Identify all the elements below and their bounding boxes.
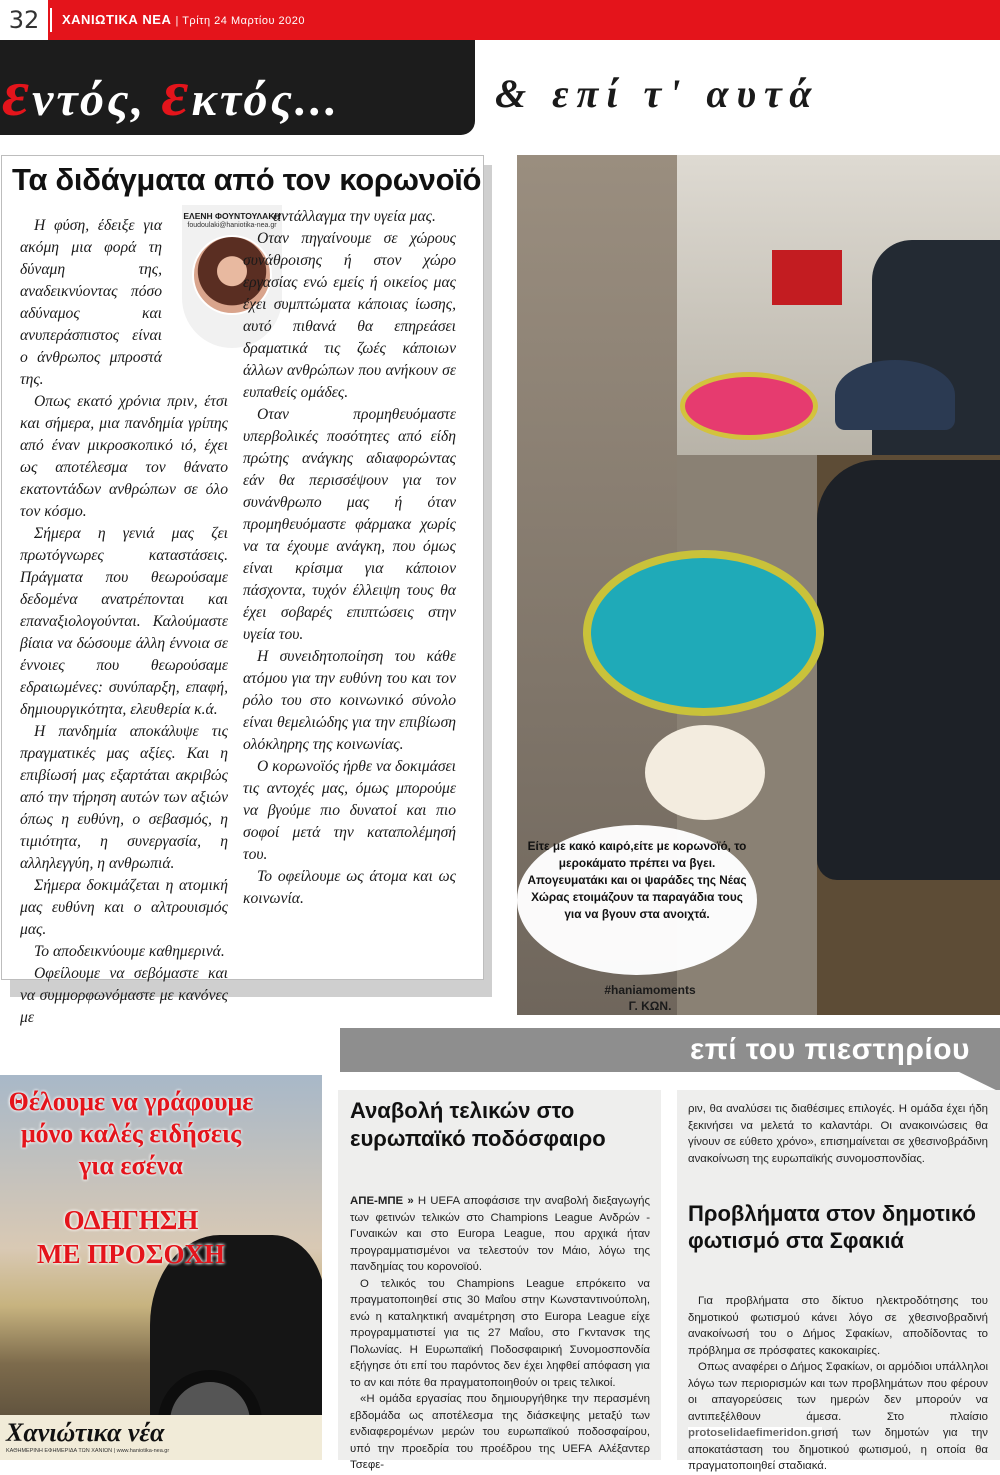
photo-plate [645,725,765,820]
photo-author: Γ. ΚΩΝ. [628,999,672,1013]
paragraph: Η συνειδητοποίηση του κάθε ατόμου για την ευθύνη του και τον ρόλο του στο κοινωνικό σύνολο είναι θεμελιώδης για την επιβίωση ολόκληρης της κοινωνίας. [243,648,456,753]
section-initial-1: ε [2,57,33,130]
paragraph [688,1359,988,1475]
ad-headline-2: μόνο καλές ειδήσεις [20,1119,242,1148]
paper-name: ΧΑΝΙΩΤΙΚΑ ΝΕΑ [62,12,172,27]
paragraph-text: Οπως αναφέρει ο Δήμος Σφακίων, οι αρμόδιοι υπάλληλοι λόγω των περιορισμών και των προβλημάτων που φέρουν οι απαγορεύσεις των ημερών δεν μπορούν να αντιπεξέλθουν άμεσα. Στο πλαίσιο [688,1361,988,1423]
article-column-2 [243,206,456,910]
header-divider [50,8,52,32]
section-title-main [2,56,340,132]
section-word-2: κτός... [191,73,340,126]
section-initial-2: ε [161,57,192,130]
watermark: protoselidaefimeridon.gr [688,1427,823,1439]
press-section-arrow [955,1070,1000,1092]
football-article-continuation [688,1101,988,1167]
paragraph [350,1193,650,1276]
paragraph: Σήμερα δοκιμάζεται η ατομική μας ευθύνη και ο αλτρουισμός μας. [20,877,228,938]
ad-slogan-2: ΜΕ ΠΡΟΣΟΧΗ [37,1239,225,1269]
paragraph: Οφείλουμε να σεβόμαστε και να συμμορφωνόμαστε με κανόνες με [20,965,228,1026]
photo-fisherman-2 [817,460,1000,880]
section-word-1: ντός, [32,73,162,126]
paragraph: Οταν πηγαίνουμε σε χώρους συνάθροισης ή στον χώρο εργασίας ενώ εμείς ή οικείος μας έχει συμπτώματα κάποιας ίωσης, αυτό πιθανά θα επηρεάσει δραματικά τις ζωές κάποιων άλλων ανθρώπων που ανήκουν σε ευπαθείς ομάδες. [243,230,456,401]
author-name: ΕΛΕΝΗ ΦΟΥΝΤΟΥΛΑΚΗ [183,211,281,221]
photo-cap [835,360,955,430]
sfakia-article-body [688,1293,988,1475]
ad-headline-1: Θέλουμε να γράφουμε [8,1087,254,1116]
photo-pink-bowl [680,372,818,440]
issue-date: | Τρίτη 24 Μαρτίου 2020 [175,15,306,27]
paragraph-text: Η UEFA αποφάσισε την αναβολή διεξαγωγής των φετινών τελικών στο Champions League Ανδρών - Γυναικών και στο Europa League, που αρχικά ήταν προγραμματισμένοι να τελεστούν τον Μάιο, λόγω της πανδημίας του κορονοϊού. [350,1195,650,1273]
safe-driving-ad [0,1075,322,1460]
ad-slogan-1: ΟΔΗΓΗΣΗ [63,1205,199,1235]
football-article-body [350,1193,650,1474]
ad-brand-subline: ΚΑΘΗΜΕΡΙΝΗ ΕΦΗΜΕΡΙΔΑ ΤΩΝ ΧΑΝΙΩΝ | www.haniotika-nea.gr [6,1448,170,1454]
paragraph: ριν, θα αναλύσει τις διαθέσιμες επιλογές. Η ομάδα έχει ήδη ξεκινήσει να μελετά το καλαντάρι. Οι ανακοινώσεις θα γίνουν σε εύθετο χρόνο», επισημαίνεται σε χθεσινοβράδινη ανακοίνωση της ευρωπαϊκής συνομοσπονδίας. [688,1103,988,1165]
paragraph: Οπως εκατό χρόνια πριν, έτσι και σήμερα, μια πανδημία γρίπης από έναν μικροσκοπικό ιό, έχει ως αποτέλεσμα τον θάνατο εκατοντάδων ανθρώπων σε όλο τον κόσμο. [20,393,228,520]
paragraph-text: ισή των δημοτών για την αποκατάσταση του δημοτικού φωτισμού, η οποία θα πραγματοποιηθεί σταδιακά. [688,1427,988,1472]
paragraph: Ο κορωνοϊός ήρθε να δοκιμάσει τις αντοχές μας, όμως μπορούμε να βγούμε πιο δυνατοί και πιο σοφοί μετά την καταπολέμησή του. [243,758,456,863]
paragraph: Το αποδεικνύουμε καθημερινά. [34,943,225,960]
press-section-title: επί του πιεστηρίου [689,1033,970,1066]
photo-credit [560,982,740,1014]
ad-brand-logo: Χανιώτικα νέα [6,1418,165,1447]
ad-headline-3: για εσένα [79,1151,183,1180]
news-agency-label: ΑΠΕ-ΜΠΕ » [350,1195,414,1207]
page-number: 32 [0,0,48,40]
paragraph: αντάλλαγμα την υγεία μας. [273,208,436,225]
paragraph: Οταν προμηθευόμαστε υπερβολικές ποσότητες από είδη πρώτης ανάγκης αδιαφορώντας εάν θα περισσέψουν για τον συνάνθρωπο μας ή όταν προμηθευόμαστε φάρμακα χωρίς να τα έχουμε ανάγκη, που όμως είναι κρίσιμα για κάποιον πάσχοντα, τυχόν έλλειψη τους θα έχει σοβαρές επιπτώσεις στην υγεία του. [243,406,456,643]
section-title-sub: & επί τ' αυτά [495,71,820,116]
paragraph: Η πανδημία αποκάλυψε τις πραγματικές μας αξίες. Και η επιβίωσή μας εξαρτάται ακριβώς από την τήρηση αυτών των αξιών όπως η ευθύνη, ο σεβασμός, η τιμιότητα, η συνεργασία, η αλληλεγγύη, η ανθρωπιά. [20,723,228,872]
paragraph: Για προβλήματα στο δίκτυο ηλεκτροδότησης του δημοτικού φωτισμού κάνει λόγο σε χθεσινοβραδινή ανακοίνωσή του ο Δήμος Σφακίων, αποδίδοντας το πρόβλημα σε πρόσφατες κακοκαιρίες. [688,1295,988,1357]
photo-crate [772,250,842,305]
photo-hashtag: #haniamoments [604,983,696,997]
article-title: Τα διδάγματα από τον κορωνοϊό [12,162,482,197]
paragraph: «Η ομάδα εργασίας που δημιουργήθηκε την περασμένη εβδομάδα ως αποτέλεσμα της διάσκεψης μεταξύ των ενδιαφερομένων μερών του ευρωπαϊκού ποδοσφαίρου, υπό την προεδρία του προέδρου της UEFA Αλέξαντερ Τσεφε- [350,1393,650,1471]
sfakia-article-title: Προβλήματα στον δημοτικό φωτισμό στα Σφακιά [688,1201,976,1253]
football-article-title: Αναβολή τελικών στο ευρωπαϊκό ποδόσφαιρο [350,1098,606,1151]
photo-caption: Είτε με κακό καιρό,είτε με κορωνοϊό, το μεροκάματο πρέπει να βγει. Απογευματάκι και οι ψαράδες της Νέας Χώρας ετοιμάζουν τα παραγάδια τους για να βγουν στα ανοιχτά. [527,839,747,921]
article-column-1 [20,215,228,1029]
author-email: foudoulaki@haniotika-nea.gr [187,222,277,229]
paragraph: Η φύση, έδειξε για ακόμη μια φορά τη δύναμη της, αναδεικνύοντας πόσο αδύναμος και ανυπεράσπιστος είναι ο άνθρωπος μπροστά της. [20,217,162,388]
photo-blue-bowl [583,550,824,716]
paragraph: Σήμερα η γενιά μας ζει πρωτόγνωρες καταστάσεις. Πράγματα που θεωρούσαμε δεδομένα ανατρέπονται και επαναξιολογούνται. Καλούμαστε βίαια να δώσουμε άλλη έννοια σε έννοιες που θεωρούσαμε εδραιωμένες: συνύπαρξη, επαφή, δημιουργικότητα, ελευθερία κ.ά. [20,525,228,718]
paragraph: Το οφείλουμε ως άτομα και ως κοινωνία. [243,868,456,907]
newspaper-title [62,0,305,40]
paragraph: Ο τελικός του Champions League επρόκειτο να πραγματοποιηθεί στις 30 Μαΐου στην Κωνσταντινούπολη, ενώ η καταληκτική αναμέτρηση στο Europa League είχε προγραμματιστεί για τις 27 Μαΐου, στο Γκντανσκ της Πολωνίας. Η Ευρωπαϊκή Ποδοσφαιρική Συνομοσπονδία εξήγησε ότι επί του παρόντος δεν έχει ληφθεί απόφαση για το αν και πότε θα πραγματοποιηθούν οι τρεις τελικοί. [350,1277,650,1389]
